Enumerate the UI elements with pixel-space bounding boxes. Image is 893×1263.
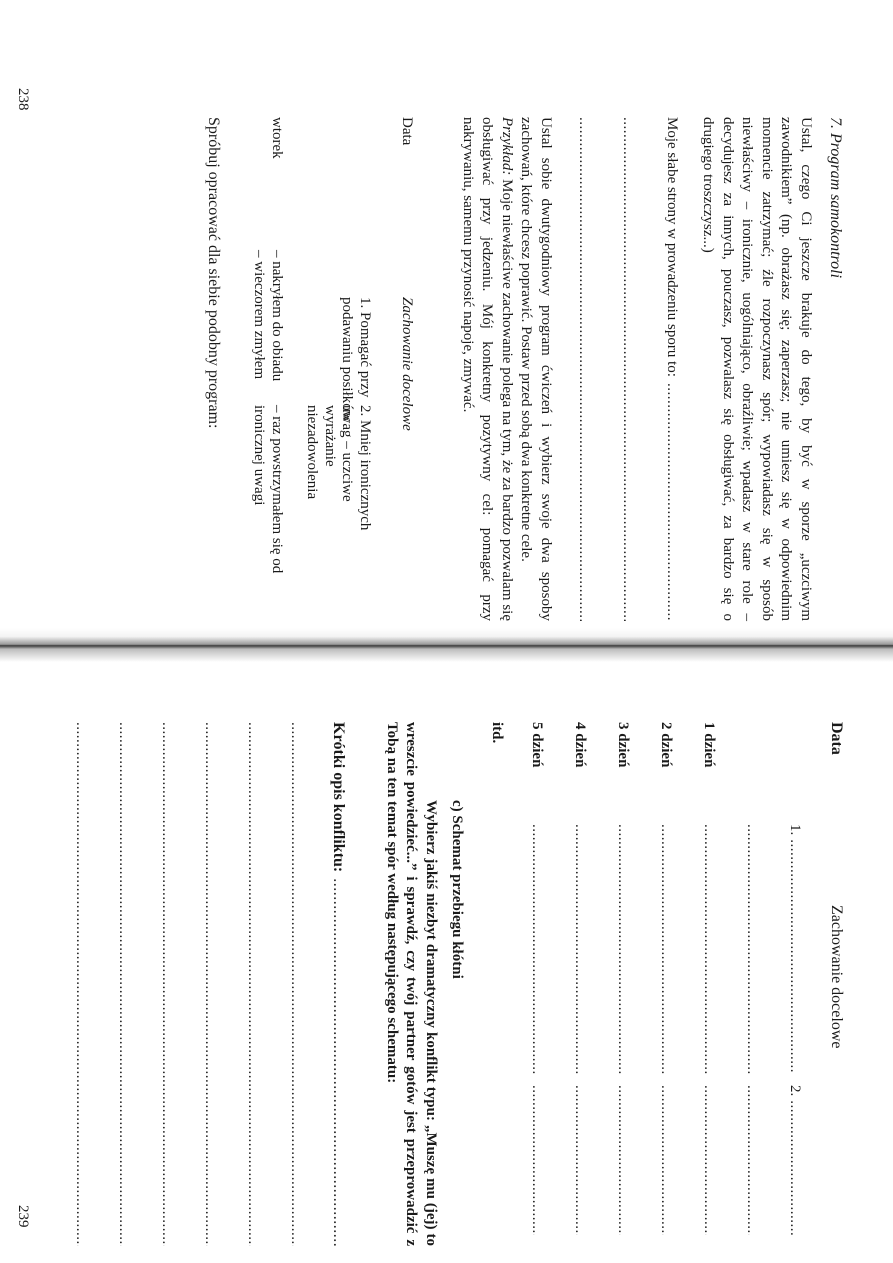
answer-line	[286, 722, 306, 1246]
entry-1a: – nakryłem do obiadu	[269, 250, 285, 382]
column-2-label: 2.	[787, 1085, 803, 1097]
answer-line	[657, 824, 674, 1074]
column-2-fill	[786, 1100, 803, 1235]
answer-line	[700, 1085, 717, 1235]
entry-2: – raz powstrzymałem się od ironicznej uwagi	[251, 405, 285, 574]
answer-line	[700, 824, 717, 1074]
answer-line	[243, 722, 263, 1246]
table-behavior-header: Zachowanie docelowe	[399, 297, 415, 431]
closing-instruction: Spróbuj opracować dla siebie podobny program:	[205, 117, 222, 429]
column-1-fill	[786, 839, 803, 1074]
column-1-label: 1.	[787, 824, 803, 836]
goal-1: 1. Pomagać przy podawaniu posiłków	[339, 297, 373, 422]
intro-paragraph: Ustal, czego Ci jeszcze brakuje do tego, by być w sporze „uczciwym zawodnikiem” (np. obrażasz się; zaperzasz; nie umiesz się w odpowiednim momencie zatrzymać; źle rozpoczynasz spór; wypowiadasz się w sposób niewłaściwy – ironicznie, uogólniająco, obraźliwie; wpadasz w stare role – decydujesz za innych, pouczasz, pozwalasz się obsługiwać, za bardzo się o drugiego troszczysz...)	[700, 117, 814, 621]
day-row-label: 2 dzień	[658, 722, 674, 768]
answer-line	[657, 1085, 674, 1235]
answer-line	[743, 1085, 760, 1235]
weak-points-line	[662, 117, 682, 621]
table-date-header: Data	[399, 117, 415, 146]
answer-line	[157, 722, 177, 1246]
day-row-label: 1 dzień	[701, 722, 717, 768]
page-number-right: 239	[15, 1205, 31, 1228]
answer-line	[114, 722, 134, 1246]
example-label: Przykład:	[499, 117, 515, 176]
answer-line	[528, 1085, 545, 1235]
subsection-title: c) Schemat przebiegu kłótni	[449, 800, 465, 979]
answer-line	[571, 824, 588, 1074]
goal-2: 2. Mniej ironicznych uwag – uczciwe wyrażanie niezadowolenia	[304, 405, 373, 531]
day-row-label: 5 dzień	[529, 722, 545, 768]
column-headings	[786, 1085, 803, 1235]
answer-line	[743, 824, 760, 1074]
program-instructions	[458, 117, 556, 621]
answer-line	[618, 117, 638, 621]
answer-line	[614, 824, 631, 1074]
conflict-label: Krótki opis konfliktu:	[330, 722, 347, 873]
conflict-fill	[329, 878, 349, 1246]
answer-line	[200, 722, 220, 1246]
weak-points-label: Moje słabe strony w prowadzeniu sporu to:	[664, 117, 680, 377]
entry-1b: – wieczorem zmyłem	[251, 250, 267, 380]
answer-line	[528, 824, 545, 1074]
answer-line	[71, 722, 91, 1246]
section-title: 7. Program samokontroli	[827, 117, 844, 279]
answer-line	[614, 1085, 631, 1235]
day-row-label: 3 dzień	[615, 722, 631, 768]
right-date-header: Data	[828, 722, 845, 755]
schema-paragraph: Wybierz jakiś niezbyt dramatyczny konflikt typu: „Muszę mu (jej) to wreszcie powiedzieć...” i sprawdź, czy twój partner gotów jest przeprowadzić z Tobą na ten temat spór według następującego schematu:	[384, 722, 439, 1246]
program-text-1: Ustal sobie dwutygodniowy program ćwiczeń i wybierz swoje dwa sposoby zachowań, które chcesz poprawić. Postaw przed sobą dwa konkretne cele.	[518, 117, 554, 621]
weak-points-fill	[662, 383, 682, 621]
right-behavior-header: Zachowanie docelowe	[828, 905, 845, 1049]
etc-label: itd.	[489, 722, 505, 744]
program-text-2: Moje niewłaściwe zachowanie polega na tym, że za bardzo pozwalam się obsługiwać przy jedzeniu. Mój konkretny pozytywny cel: pomagać przy nakrywaniu, samemu przynosić napoje, zmywać.	[460, 117, 515, 621]
conflict-description-line	[329, 722, 349, 1246]
answer-line	[571, 1085, 588, 1235]
answer-line	[574, 117, 594, 621]
column-headings	[786, 824, 803, 1074]
page-number-left: 238	[15, 88, 31, 111]
day-label: wtorek	[269, 117, 285, 159]
day-row-label: 4 dzień	[572, 722, 588, 768]
right-page	[0, 650, 893, 1263]
